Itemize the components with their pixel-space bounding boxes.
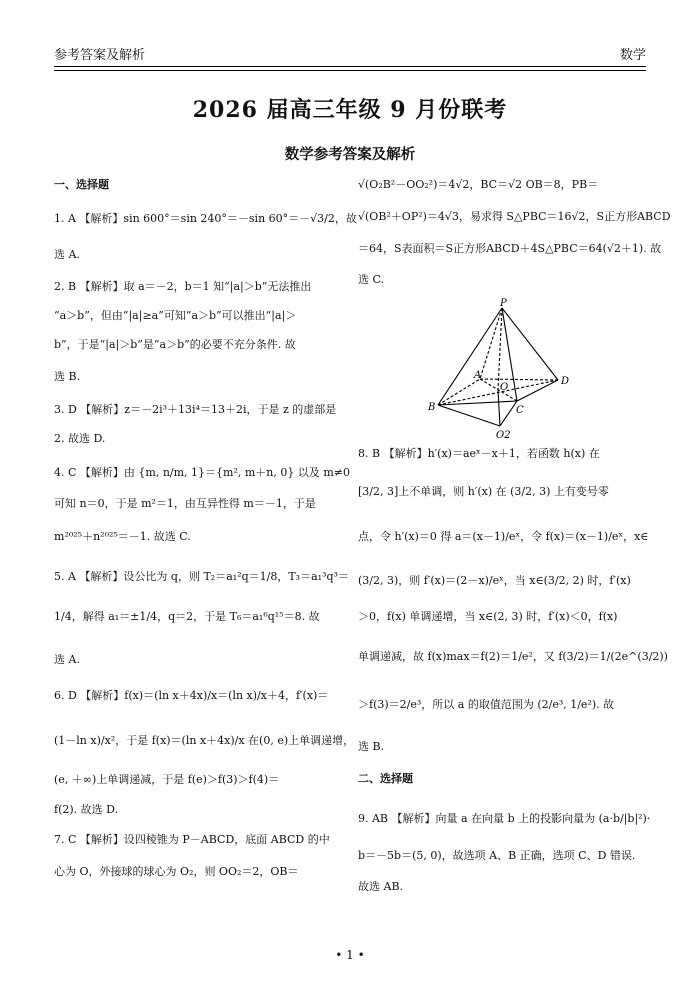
answer-line: 4. C 【解析】由 {m, n/m, 1}＝{m², m＋n, 0} 以及 m≠0 [54,466,351,479]
answer-line: b”，于是“|a|＞b”是“a＞b”的必要不充分条件. 故 [54,338,296,351]
answer-line: 选 B. [358,740,385,753]
answer-line: 7. C 【解析】设四棱锥为 P－ABCD，底面 ABCD 的中 [54,833,330,846]
center-label-o2: O2 [496,430,511,441]
answer-line: 选 C. [358,273,385,286]
answer-line: f(2). 故选 D. [54,803,119,816]
answer-line: (1－ln x)/x²，于是 f(x)＝(ln x＋4x)/x 在(0, e)上单调递增， [54,734,355,747]
answer-line: √(O₂B²－OO₂²)＝4√2，BC＝√2 OB＝8，PB＝ [358,178,599,191]
answer-line: 2. 故选 D. [54,432,106,445]
answer-line: 选 A. [54,248,80,261]
center-label-o: O [500,382,509,393]
answer-line: b＝－5b＝(5, 0)，故选项 A、B 正确，选项 C、D 错误. [358,849,636,862]
answer-line: ＝64，S表面积＝S正方形ABCD＋4S△PBC＝64(√2＋1). 故 [358,242,662,255]
answer-line: (3/2, 3)，则 f′(x)＝(2－x)/eˣ，当 x∈(3/2, 2) 时，f′(x) [358,574,631,587]
vertex-label-b: B [428,402,436,413]
answer-line: 1. A 【解析】sin 600°＝sin 240°＝－sin 60°＝－√3/2，故 [54,212,357,225]
answer-line: 故选 AB. [358,880,404,893]
pyramid-figure [420,298,580,446]
header-rule-thin [54,70,646,71]
answer-line: (e, ＋∞)上单调递减，于是 f(e)＞f(3)＞f(4)＝ [54,773,280,786]
answer-line: [3/2, 3]上不单调，则 h′(x) 在 (3/2, 3) 上有变号零 [358,485,609,498]
section-heading: 一、选择题 [54,178,109,191]
answer-line: 9. AB 【解析】向量 a 在向量 b 上的投影向量为 (a·b/|b|²)· [358,812,651,825]
answer-line: 8. B 【解析】h′(x)＝aeˣ－x＋1，若函数 h(x) 在 [358,447,600,460]
vertex-label-c: C [516,405,524,416]
answer-line: m²⁰²⁵＋n²⁰²⁵＝－1. 故选 C. [54,530,191,543]
exam-title: 2026 届高三年级 9 月份联考 [192,97,508,123]
answer-line: 6. D 【解析】f(x)＝(ln x＋4x)/x＝(ln x)/x＋4，f′(x)＝ [54,689,329,702]
vertex-label-a: A [474,370,482,381]
answer-line: 可知 n＝0，于是 m²＝1，由互异性得 m＝－1，于是 [54,497,316,510]
answer-line: √(OB²＋OP²)＝4√3，易求得 S△PBC＝16√2，S正方形ABCD [358,210,671,223]
header-subject-text: 数学 [619,48,646,63]
answer-line: 2. B 【解析】取 a＝－2，b＝1 知“|a|＞b”无法推出 [54,280,312,293]
answer-line: 点，令 h′(x)＝0 得 a＝(x－1)/eˣ，令 f(x)＝(x－1)/eˣ，x∈ [358,530,649,543]
running-header [54,44,646,66]
vertex-label-p: P [500,298,507,309]
page-number: • 1 • [335,948,365,962]
answer-line: “a＞b”，但由“|a|≥a”可知“a＞b”可以推出“|a|＞ [54,309,297,322]
answer-line: 1/4，解得 a₁＝±1/4，q＝2，于是 T₆＝a₁⁶q¹⁵＝8. 故 [54,610,320,623]
section-heading: 二、选择题 [358,772,413,785]
answer-line: 心为 O，外接球的球心为 O₂，则 OO₂＝2，OB＝ [54,865,299,878]
document-subtitle: 数学参考答案及解析 [284,147,416,163]
answer-line: 5. A 【解析】设公比为 q，则 T₂＝a₁²q＝1/8，T₃＝a₁³q³＝ [54,570,349,583]
answer-line: 选 B. [54,370,81,383]
answer-line: ＞0，f(x) 单调递增，当 x∈(2, 3) 时，f′(x)＜0，f(x) [358,610,618,623]
answer-line: ＞f(3)＝2/e³，所以 a 的取值范围为 (2/e³, 1/e²). 故 [358,698,615,711]
vertex-label-d: D [561,376,570,387]
answer-line: 选 A. [54,653,80,666]
header-left-text: 参考答案及解析 [54,48,146,63]
header-rule [54,66,646,67]
answer-line: 单调递减，故 f(x)max＝f(2)＝1/e²，又 f(3/2)＝1/(2e^(3/2)) [358,650,668,663]
answer-line: 3. D 【解析】z＝－2i³＋13i⁴＝13＋2i，于是 z 的虚部是 [54,403,337,416]
